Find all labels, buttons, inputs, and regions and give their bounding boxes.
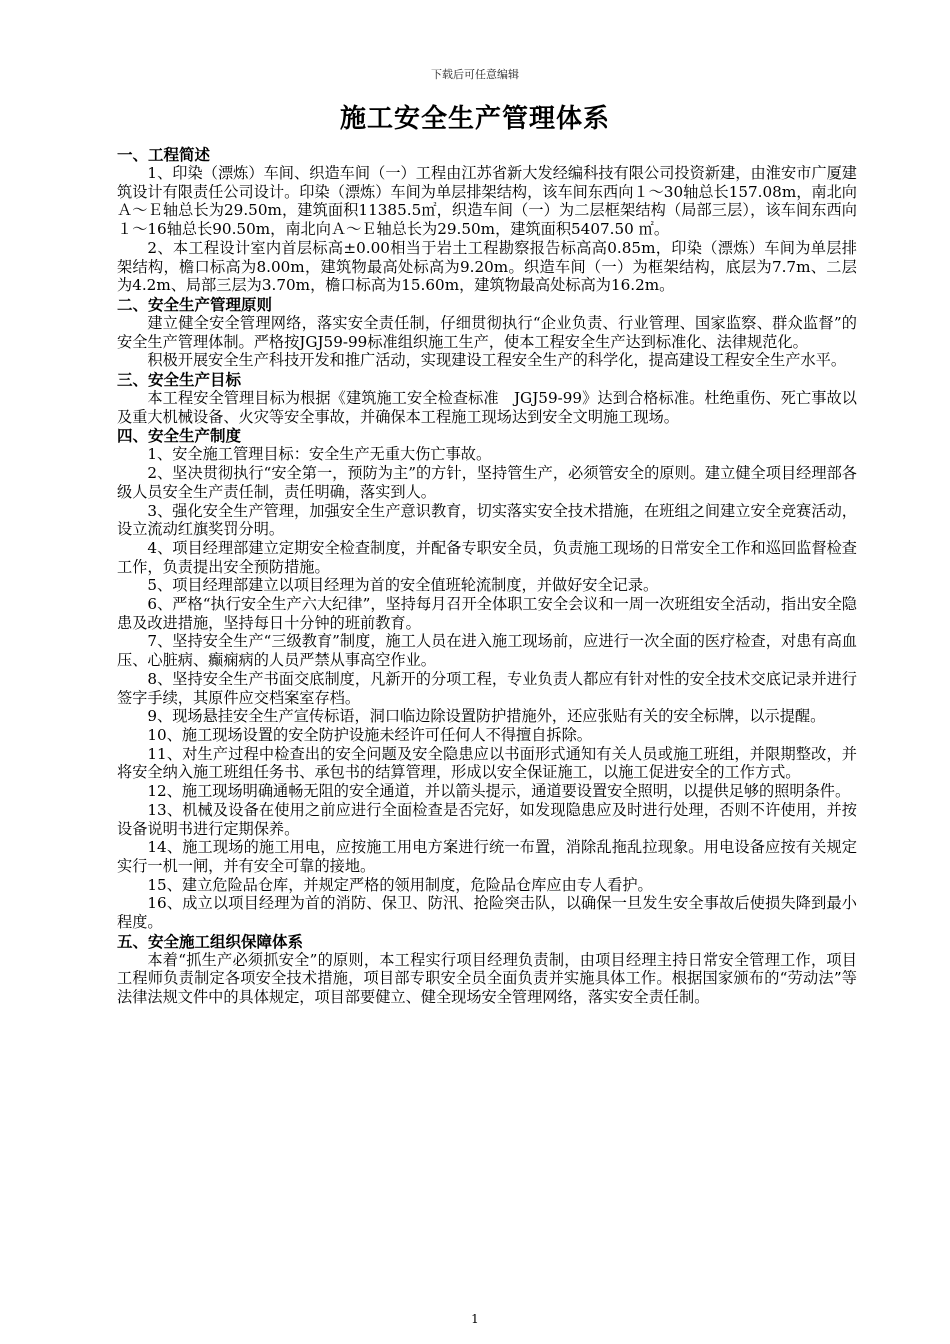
section-paragraph: 1、安全施工管理目标：安全生产无重大伤亡事故。: [147, 445, 492, 464]
section-heading: 一、工程简述: [117, 145, 211, 164]
section-paragraph: 6、严格“执行安全生产六大纪律”，坚持每月召开全体职工安全会议和一周一次班组安全活动，指出安全隐患及改进措施，坚持每日十分钟的班前教育。: [117, 595, 857, 632]
section-paragraph: 16、成立以项目经理为首的消防、保卫、防汛、抢险突击队，以确保一旦发生安全事故后使损失降到最小程度。: [117, 894, 857, 932]
section-paragraph: 15、建立危险品仓库，并规定严格的领用制度，危险品仓库应由专人看护。: [147, 875, 653, 894]
section-paragraph: 13、机械及设备在使用之前应进行全面检查是否完好，如发现隐患应及时进行处理，否则不许使用，并按设备说明书进行定期保养。: [117, 800, 857, 838]
section-paragraph: 10、施工现场设置的安全防护设施未经许可任何人不得擅自拆除。: [147, 725, 592, 744]
section-paragraph: 8、坚持安全生产书面交底制度，凡新开的分项工程，专业负责人都应有针对性的安全技术交底记录并进行签字手续，其原件应交档案室存档。: [117, 669, 857, 707]
section-paragraph: 9、现场悬挂安全生产宣传标语，洞口临边除设置防护措施外，还应张贴有关的安全标牌，以示提醒。: [147, 707, 826, 726]
document-body: [117, 145, 857, 1007]
page-number: 1: [471, 1312, 479, 1326]
header-note: 下载后可任意编辑: [431, 68, 519, 81]
section-paragraph: 7、坚持安全生产“三级教育”制度，施工人员在进入施工现场前，应进行一次全面的医疗检查，对患有高血压、心脏病、癫痫病的人员严禁从事高空作业。: [117, 632, 857, 670]
section-paragraph: 2、坚决贯彻执行“安全第一，预防为主”的方针，坚持管生产，必须管安全的原则。建立健全项目经理部各级人员安全生产责任制，责任明确，落实到人。: [117, 464, 857, 501]
section-heading: 五、安全施工组织保障体系: [117, 931, 304, 951]
section-heading: 二、安全生产管理原则: [117, 294, 273, 314]
section-paragraph: 3、强化安全生产管理，加强安全生产意识教育，切实落实安全技术措施，在班组之间建立安全竞赛活动，设立流动红旗奖罚分明。: [117, 501, 857, 539]
section-paragraph: 4、项目经理部建立定期安全检查制度，并配备专职安全员，负责施工现场的日常安全工作和巡回监督检查工作，负责提出安全预防措施。: [117, 538, 857, 576]
section-heading: 四、安全生产制度: [117, 426, 242, 446]
document-title: 施工安全生产管理体系: [339, 104, 610, 134]
section-paragraph: 本工程安全管理目标为根据《建筑施工安全检查标准 JGJ59-99》达到合格标准。杜绝重伤、死亡事故以及重大机械设备、火灾等安全事故，并确保本工程施工现场达到安全文明施工现场。: [117, 389, 857, 426]
section-paragraph: 1、印染（漂炼）车间、织造车间（一）工程由江苏省新大发经编科技有限公司投资新建，由淮安市广厦建筑设计有限责任公司设计。印染（漂炼）车间为单层排架结构，该车间东西向１～30轴总长157.08m，南北向Ａ～Ｅ轴总长为29.50m，建筑面积11385.5㎡，织造车间（一）为二层框架结构（局部三层），该车间东西向１～16轴总长90.50m，南北向Ａ～Ｅ轴总长为29.50m，建筑面积5407.50 ㎡。: [117, 164, 857, 239]
section-paragraph: 2、本工程设计室内首层标高±0.00相当于岩土工程勘察报告标高高0.85m，印染（漂炼）车间为单层排架结构，檐口标高为8.00m，建筑物最高处标高为9.20m。织造车间（一）为框架结构，底层为7.7m、二层为4.2m、局部三层为3.70m，檐口标高为15.60m，建筑物最高处标高为16.2m。: [117, 238, 857, 295]
section-heading: 三、安全生产目标: [117, 370, 242, 390]
section-paragraph: 积极开展安全生产科技开发和推广活动，实现建设工程安全生产的科学化，提高建设工程安全生产水平。: [147, 351, 847, 370]
section-paragraph: 5、项目经理部建立以项目经理为首的安全值班轮流制度，并做好安全记录。: [147, 576, 659, 595]
section-paragraph: 建立健全安全管理网络，落实安全责任制，仔细贯彻执行“企业负责、行业管理、国家监察、群众监督”的安全生产管理体制。严格按JGJ59-99标准组织施工生产，使本工程安全生产达到标准化、法律规范化。: [117, 313, 857, 351]
section-paragraph: 本着“抓生产必须抓安全”的原则，本工程实行项目经理负责制，由项目经理主持日常安全管理工作，项目工程师负责制定各项安全技术措施，项目部专职安全员全面负责并实施具体工作。根据国家颁布的“劳动法”等法律法规文件中的具体规定，项目部要健立、健全现场安全管理网络，落实安全责任制。: [117, 950, 857, 1007]
section-paragraph: 11、对生产过程中检查出的安全问题及安全隐患应以书面形式通知有关人员或施工班组，并限期整改，并将安全纳入施工班组任务书、承包书的结算管理，形成以安全保证施工，以施工促进安全的工作方式。: [117, 744, 857, 782]
section-paragraph: 14、施工现场的施工用电，应按施工用电方案进行统一布置，消除乱拖乱拉现象。用电设备应按有关规定实行一机一闸，并有安全可靠的接地。: [117, 838, 857, 875]
section-paragraph: 12、施工现场明确通畅无阻的安全通道，并以箭头提示，通道要设置安全照明，以提供足够的照明条件。: [147, 782, 851, 801]
